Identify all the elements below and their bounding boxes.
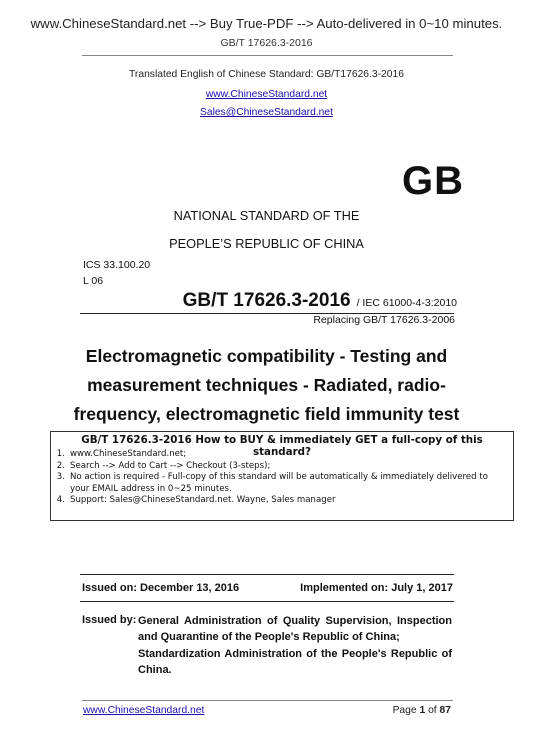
issued-on-date: Issued on: December 13, 2016 — [82, 582, 240, 594]
title-line: Electromagnetic compatibility - Testing and — [85, 346, 448, 366]
footer-site-link[interactable]: www.ChineseStandard.net — [83, 705, 205, 716]
title-line: measurement techniques - Radiated, radio- — [87, 375, 446, 395]
dates-top-divider — [80, 574, 454, 575]
page-current: 1 — [419, 705, 426, 716]
implemented-on-date: Implemented on: July 1, 2017 — [300, 582, 453, 594]
footer-divider — [82, 700, 453, 701]
standard-code: GB/T 17626.3-2016 — [182, 290, 351, 311]
purchase-steps-list — [51, 449, 509, 507]
header-doc-code: GB/T 17626.3-2016 — [220, 37, 313, 49]
national-standard-line1: NATIONAL STANDARD OF THE — [173, 208, 360, 223]
issuer-secondary: Standardization Administration of the People's Republic of China. — [138, 648, 452, 676]
header-divider — [82, 55, 453, 56]
standard-title — [60, 342, 473, 429]
dates-bottom-divider — [80, 601, 454, 602]
list-item: 2. Search --> Add to Cart --> Checkout (3-steps); — [56, 460, 271, 471]
purchase-info-box — [50, 431, 514, 521]
national-standard-line2: PEOPLE’S REPUBLIC OF CHINA — [169, 236, 364, 251]
ccs-code: L 06 — [83, 275, 104, 287]
title-line: frequency, electromagnetic field immunity test — [73, 404, 460, 424]
purchase-box-heading: GB/T 17626.3-2016 How to BUY & immediately GET a full-copy of this standard? — [81, 434, 483, 458]
list-item: 1. www.ChineseStandard.net; — [56, 449, 187, 459]
list-item: 4. Support: Sales@ChineseStandard.net. Wayne, Sales manager — [56, 495, 336, 506]
page-indicator: Page 1 of 87 — [392, 705, 451, 716]
iec-equivalent: / IEC 61000-4-3:2010 — [356, 297, 457, 309]
list-item: 3. No action is required - Full-copy of this standard will be automatically & immediately delivered to — [56, 472, 488, 483]
gb-mark: GB — [402, 159, 464, 203]
standard-number-line — [183, 290, 457, 312]
issued-by-label: Issued by: — [82, 614, 137, 626]
email-link[interactable]: Sales@ChineseStandard.net — [200, 107, 333, 118]
issuer-primary: General Administration of Quality Supervision, Inspection and Quarantine of the People's Republic of China; — [138, 615, 452, 643]
ics-code: ICS 33.100.20 — [83, 259, 151, 271]
list-item-continuation: your EMAIL address in 0~25 minutes. — [70, 483, 232, 494]
translation-note: Translated English of Chinese Standard: GB/T17626.3-2016 — [129, 69, 404, 80]
page-total: 87 — [439, 705, 451, 716]
site-link[interactable]: www.ChineseStandard.net — [205, 89, 328, 100]
banner-text: www.ChineseStandard.net --> Buy True-PDF --> Auto-delivered in 0~10 minutes. — [30, 16, 503, 31]
replacing-note: Replacing GB/T 17626.3-2006 — [313, 314, 455, 326]
